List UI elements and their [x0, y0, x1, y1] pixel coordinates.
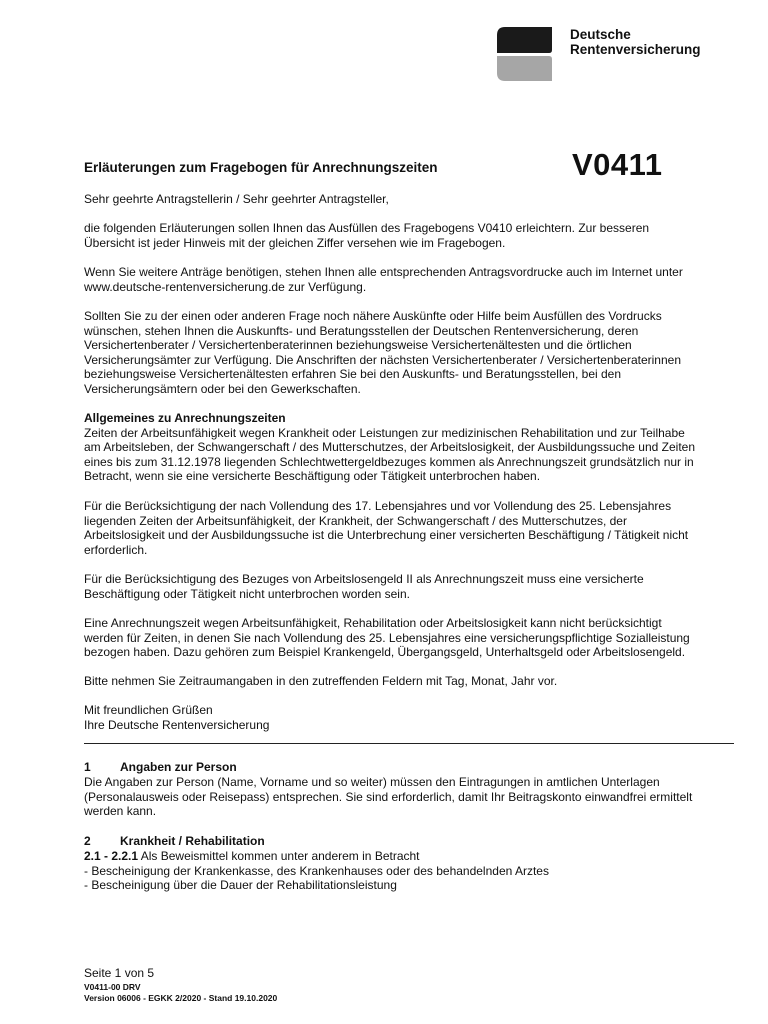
general-section: [84, 411, 734, 484]
version-info: Version 06006 - EGKK 2/2020 - Stand 19.10.2020: [84, 993, 278, 1003]
text-line: Wenn Sie weitere Anträge benötigen, stehen Ihnen alle entsprechenden Antragsvordrucke auch im Internet unter: [84, 265, 683, 279]
section-2-number: 2: [84, 834, 91, 848]
text-line: eines bis zum 31.12.1978 liegenden Schlechtwettergeldbezuges kommen als Anrechnungszeit grundsätzlich nur in: [84, 454, 694, 469]
closing: [84, 703, 734, 732]
section-heading: Allgemeines zu Anrechnungszeiten: [84, 411, 286, 425]
list-item: - Bescheinigung über die Dauer der Rehabilitationsleistung: [84, 878, 397, 893]
text-line: Für die Berücksichtigung der nach Vollendung des 17. Lebensjahres und vor Vollendung des 25. Lebensjahres: [84, 499, 672, 513]
text-line: Eine Anrechnungszeit wegen Arbeitsunfähigkeit, Rehabilitation oder Arbeitslosigkeit kann nicht berücksichtigt: [84, 616, 662, 630]
brand-logo: [497, 27, 712, 81]
page-number: Seite 1 von 5: [84, 966, 155, 980]
text-line: www.deutsche-rentenversicherung.de zur Verfügung.: [84, 279, 367, 294]
subsection-text: Als Beweismittel kommen unter anderem in Betracht: [138, 849, 420, 863]
title-row: [84, 148, 684, 182]
section-2-body: [84, 849, 734, 893]
intro-paragraph-2: [84, 265, 734, 294]
list-item: - Bescheinigung der Krankenkasse, des Krankenhauses oder des behandelnden Arztes: [84, 863, 549, 878]
closing-signature: Ihre Deutsche Rentenversicherung: [84, 717, 270, 732]
text-line: am Arbeitsleben, der Schwangerschaft / des Mutterschutzes, der Arbeitslosigkeit, der Ausbildungssuche und Zeiten: [84, 440, 696, 455]
text-line: Zeiten der Arbeitsunfähigkeit wegen Krankheit oder Leistungen zur medizinischen Rehabilitation und zur Teilhabe: [84, 425, 685, 440]
text-line: Für die Berücksichtigung des Bezuges von Arbeitslosengeld II als Anrechnungszeit muss eine versicherte: [84, 572, 644, 586]
form-code: V0411: [572, 147, 663, 182]
section-2-heading: [84, 834, 265, 849]
intro-paragraph-3: [84, 309, 734, 397]
form-id: V0411-00 DRV: [84, 982, 141, 992]
text-line: Arbeitslosigkeit und der Ausbildungssuche ist die Unterbrechung einer versicherten Beschäftigung / Tätigkeit nicht: [84, 528, 689, 543]
intro-paragraph-1: [84, 221, 734, 250]
section-1-heading: [84, 760, 237, 775]
closing-greeting: Mit freundlichen Grüßen: [84, 703, 213, 717]
general-paragraph-3: [84, 572, 734, 601]
brand-name: [570, 27, 701, 57]
divider: [84, 743, 734, 744]
text-line: Versicherungsämter zur Verfügung. Die Anschriften der nächsten Versichertenberater / Versichertenberaterinnen: [84, 352, 682, 367]
text-line: bezogen haben. Dazu gehören zum Beispiel Krankengeld, Übergangsgeld, Unterhaltsgeld oder Arbeitslosengeld.: [84, 645, 686, 660]
text-line: Übersicht ist jeder Hinweis mit der gleichen Ziffer versehen wie im Fragebogen.: [84, 235, 506, 250]
text-line: Betracht, wenn sie eine versicherte Beschäftigung oder Tätigkeit unterbrochen haben.: [84, 469, 541, 484]
subsection-ref: 2.1 - 2.2.1: [84, 849, 139, 863]
text-line: Versichertenberater / Versichertenberaterinnen beziehungsweise Versichertenältesten und die örtlichen: [84, 338, 632, 353]
text-line: (Personalausweis oder Reisepass) entsprechen. Sie sind erforderlich, damit Ihr Beitragskonto einwandfrei ermittelt: [84, 789, 693, 804]
subsection-line: [84, 849, 734, 864]
section-2-title: Krankheit / Rehabilitation: [120, 834, 265, 848]
text-line: Die Angaben zur Person (Name, Vorname und so weiter) müssen den Eintragungen in amtlichen Unterlagen: [84, 775, 660, 789]
general-paragraph-2: [84, 499, 734, 557]
text-line: die folgenden Erläuterungen sollen Ihnen das Ausfüllen des Fragebogens V0410 erleichtern. Zur besseren: [84, 221, 650, 235]
text-line: erforderlich.: [84, 542, 148, 557]
text-line: Versicherungsämtern oder bei den Gewerkschaften.: [84, 381, 361, 396]
text-line: Beschäftigung oder Tätigkeit nicht unterbrochen worden sein.: [84, 586, 410, 601]
salutation: Sehr geehrte Antragstellerin / Sehr geehrter Antragsteller,: [84, 192, 389, 206]
section-1-title: Angaben zur Person: [120, 760, 237, 774]
date-instruction: Bitte nehmen Sie Zeitraumangaben in den zutreffenden Feldern mit Tag, Monat, Jahr vor.: [84, 674, 558, 688]
general-paragraph-4: [84, 616, 734, 660]
text-line: beziehungsweise Versichertenältesten erfahren Sie bei den Auskunfts- und Beratungsstellen, bei den: [84, 367, 622, 382]
text-line: werden für Zeiten, in denen Sie nach Vollendung des 25. Lebensjahres eine versicherungspflichtige Sozialleistung: [84, 630, 690, 645]
text-line: liegenden Zeiten der Arbeitsunfähigkeit, der Krankheit, der Schwangerschaft / des Mutterschutzes, der: [84, 513, 627, 528]
section-1-number: 1: [84, 760, 91, 774]
brand-line-2: Rentenversicherung: [570, 42, 701, 57]
text-line: werden kann.: [84, 804, 157, 819]
drv-logo-mark-icon: [497, 27, 552, 81]
text-line: Sollten Sie zu der einen oder anderen Frage noch nähere Auskünfte oder Hilfe beim Ausfüllen des Vordrucks: [84, 309, 662, 323]
page-title: Erläuterungen zum Fragebogen für Anrechnungszeiten: [84, 160, 438, 175]
text-line: wünschen, stehen Ihnen die Auskunfts- und Beratungsstellen der Deutschen Rentenversicherung, deren: [84, 323, 639, 338]
section-1-body: [84, 775, 734, 819]
brand-line-1: Deutsche: [570, 27, 631, 42]
